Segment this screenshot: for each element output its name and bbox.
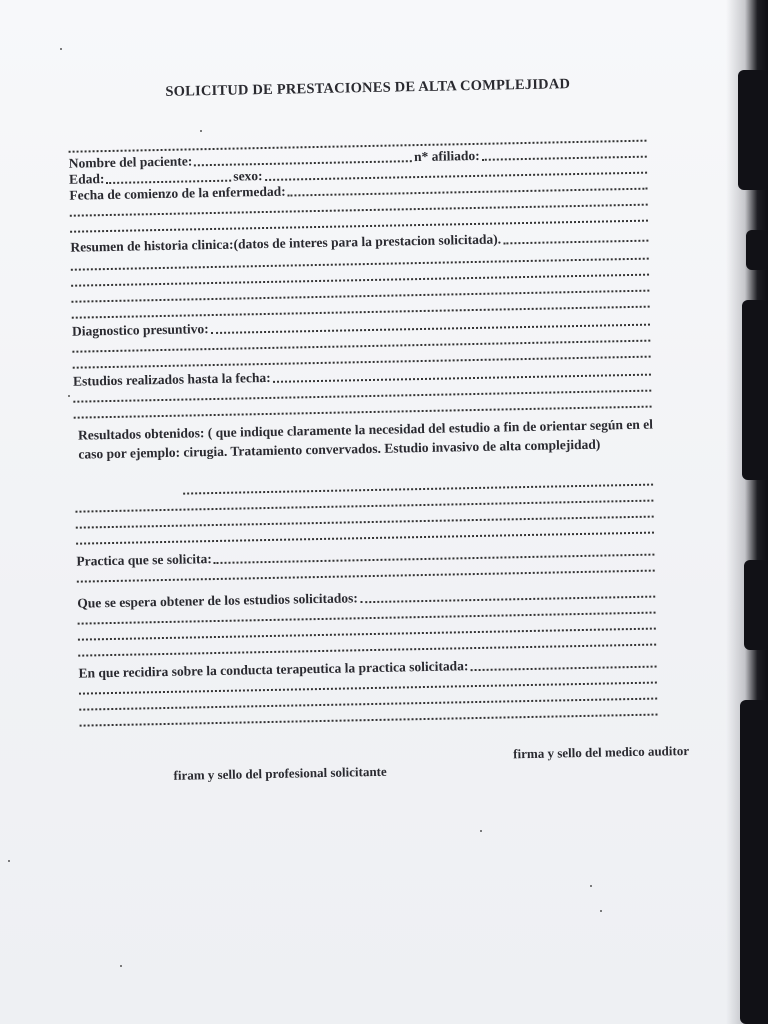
firma-profesional-label: firam y sello del profesional solicitante [173, 763, 387, 783]
firma-auditor-label: firma y sello del medico auditor [513, 742, 690, 762]
nombre-label: Nombre del paciente: [68, 153, 193, 171]
scan-speck [480, 830, 482, 832]
scan-speck [200, 130, 202, 132]
recidira-label: En que recidira sobre la conducta terapeutica la practica solicitada: [78, 658, 469, 681]
scan-speck [60, 48, 62, 50]
fecha-label: Fecha de comienzo de la enfermedad: [69, 183, 286, 203]
scan-speck [590, 885, 592, 887]
resultados-label: Resultados obtenidos: ( que indique claramente la necesidad del estudio a fin de orientar según en el caso por ejemplo: cirugia. Tratamiento convervados. Estudio invasivo de alta complejidad) [77, 416, 654, 462]
afiliado-label: n* afiliado: [413, 147, 480, 165]
scan-speck [120, 965, 122, 967]
practica-label: Practica que se solicita: [76, 551, 212, 569]
estudios-label: Estudios realizados hasta la fecha: [72, 369, 271, 389]
resumen-label: Resumen de historia clinica:(datos de interes para la prestacion solicitada). [70, 231, 502, 255]
diagnostico-label: Diagnostico presuntivo: [71, 321, 209, 339]
scan-edge-shadow [726, 0, 768, 1024]
espera-label: Que se espera obtener de los estudios solicitados: [77, 590, 358, 611]
scan-speck [68, 395, 70, 397]
form-title: SOLICITUD DE PRESTACIONES DE ALTA COMPLEJIDAD [165, 76, 571, 100]
sexo-label: sexo: [233, 168, 263, 184]
scan-speck [600, 910, 602, 912]
scan-speck [8, 860, 10, 862]
edad-label: Edad: [68, 171, 105, 187]
